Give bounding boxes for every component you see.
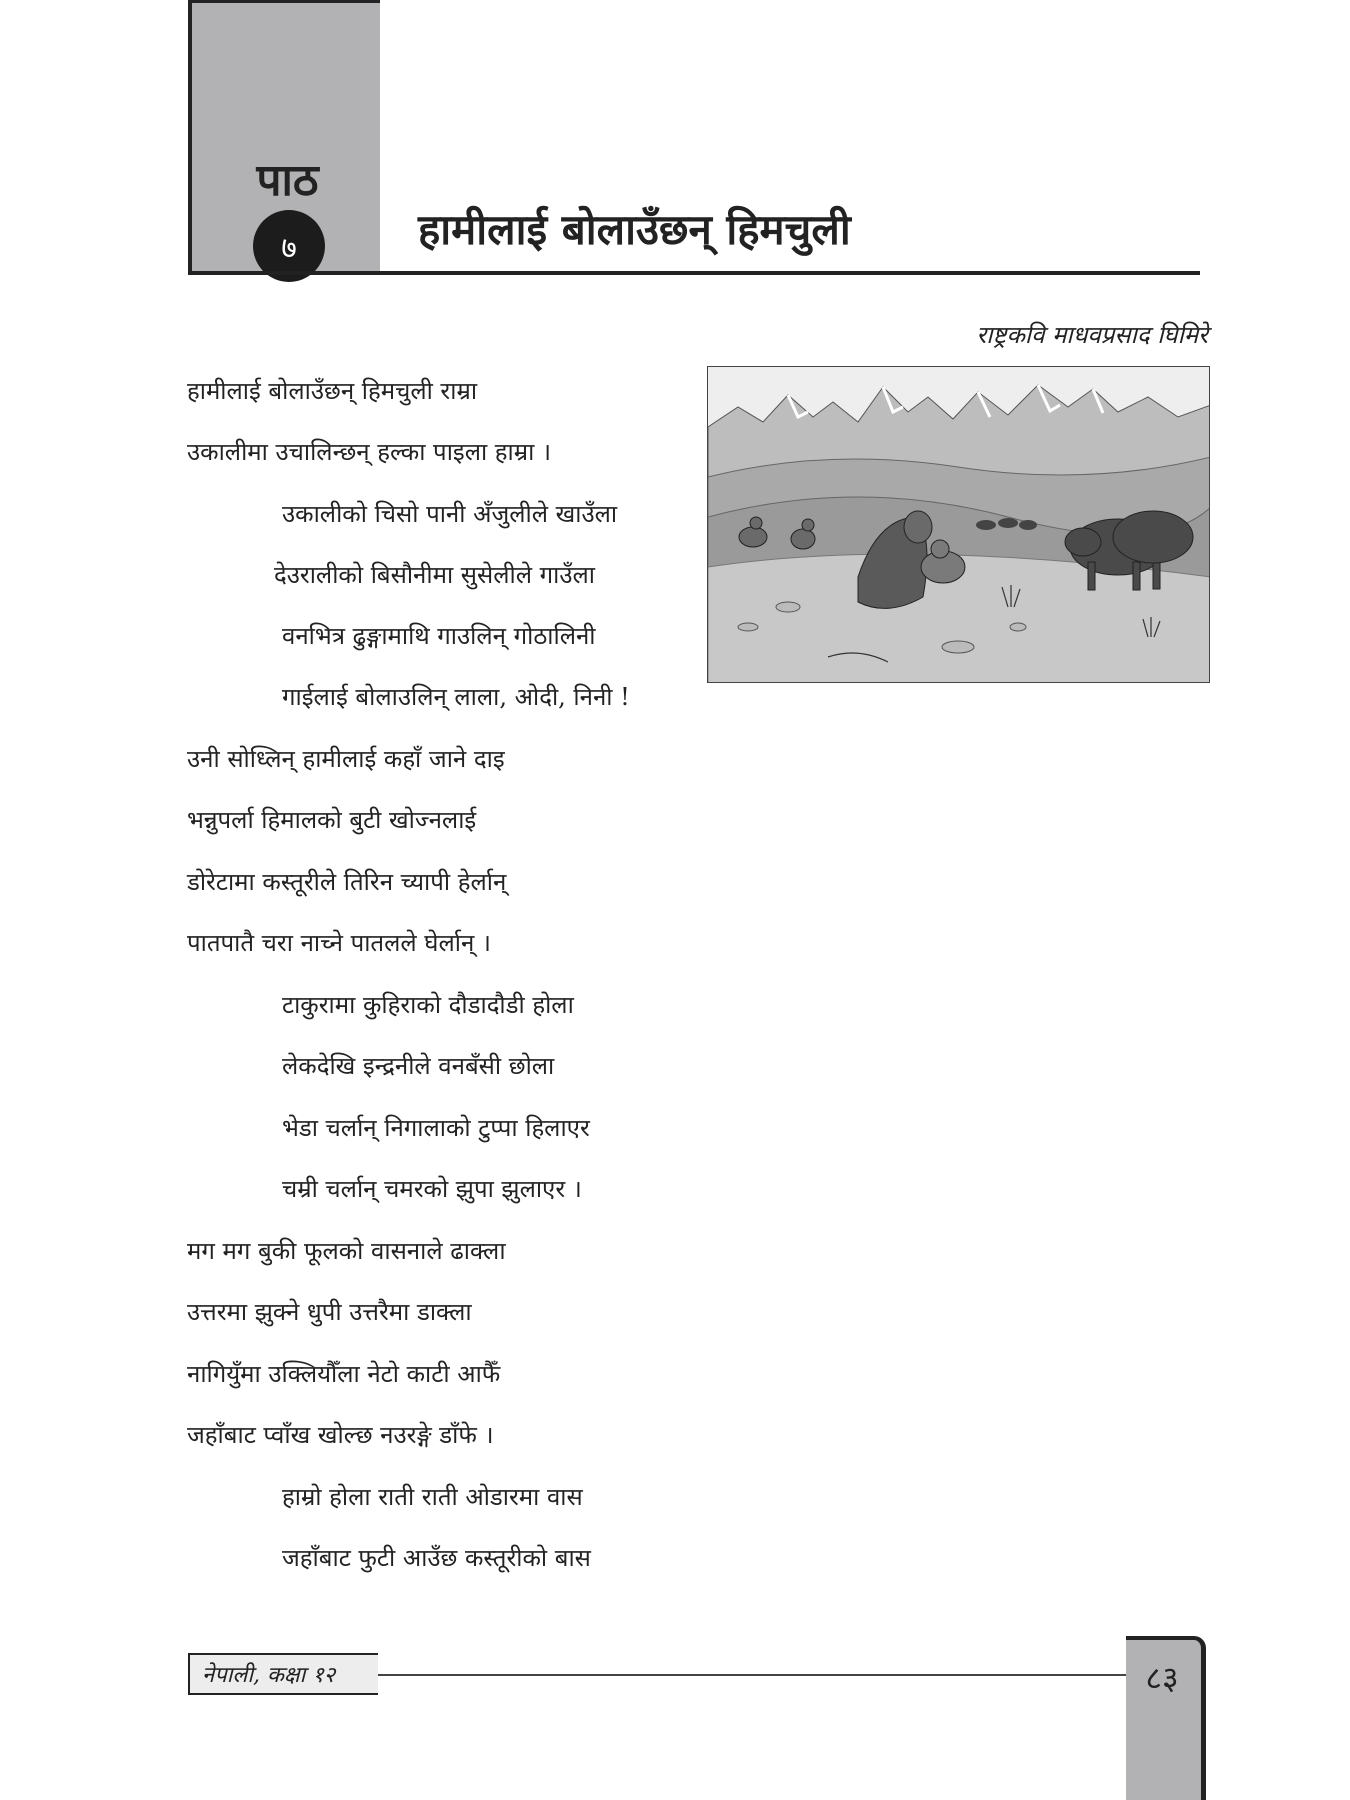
- lesson-title: हामीलाई बोलाउँछन् हिमचुली: [418, 205, 851, 254]
- poem-line: भन्नुपर्ला हिमालको बुटी खोज्नलाई: [187, 806, 477, 834]
- poem-line: मग मग बुकी फूलको वासनाले ढाक्ला: [187, 1237, 506, 1265]
- page-number: ८३: [1145, 1659, 1179, 1697]
- poem-line: जहाँबाट फुटी आउँछ कस्तूरीको बास: [282, 1544, 591, 1572]
- mountain-scene-illustration: [707, 366, 1210, 683]
- poem-line: हामीलाई बोलाउँछन् हिमचुली राम्रा: [187, 377, 478, 405]
- poem-line: हाम्रो होला राती राती ओडारमा वास: [282, 1483, 583, 1511]
- lesson-box-top-border: [188, 0, 380, 3]
- poem-line: जहाँबाट प्वाँख खोल्छ नउरङ्गे डाँफे ।: [187, 1421, 494, 1449]
- footer-book-label-text: नेपाली, कक्षा १२: [202, 1663, 336, 1688]
- poem-line: देउरालीको बिसौनीमा सुसेलीले गाउँला: [274, 561, 595, 589]
- poem-line: वनभित्र ढुङ्गामाथि गाउलिन् गोठालिनी: [282, 622, 596, 650]
- poem-line: चम्री चर्लान् चमरको झुपा झुलाएर ।: [282, 1175, 582, 1203]
- lesson-box-border: [188, 0, 192, 275]
- footer-rule: [378, 1674, 1126, 1676]
- lesson-label: पाठ: [256, 155, 319, 206]
- poem-line: उकालीमा उचालिन्छन् हल्का पाइला हाम्रा ।: [187, 438, 552, 466]
- poem-line: नागियुँमा उक्लियौँला नेटो काटी आफैँ: [187, 1360, 501, 1388]
- poem-line: लेकदेखि इन्द्रनीले वनबँसी छोला: [282, 1052, 555, 1080]
- poem-line: उकालीको चिसो पानी अँजुलीले खाउँला: [282, 500, 618, 528]
- footer-book-label: [188, 1653, 378, 1695]
- author-name: राष्ट्रकवि माधवप्रसाद घिमिरे: [976, 321, 1208, 349]
- lesson-number-badge: ७: [253, 210, 325, 282]
- poem-line: उत्तरमा झुक्ने धुपी उत्तरैमा डाक्ला: [187, 1298, 472, 1326]
- poem-line: पातपातै चरा नाच्ने पातलले घेर्लान् ।: [187, 929, 491, 957]
- poem-line: भेडा चर्लान् निगालाको टुप्पा हिलाएर: [282, 1114, 590, 1142]
- poem-line: टाकुरामा कुहिराको दौडादौडी होला: [282, 991, 574, 1019]
- title-rule: [188, 271, 1200, 275]
- poem-line: डोरेटामा कस्तूरीले तिरिन च्यापी हेर्लान्: [187, 868, 507, 896]
- poem-line: उनी सोध्लिन् हामीलाई कहाँ जाने दाइ: [187, 745, 505, 773]
- illustration-drawing: [708, 367, 1210, 683]
- poem-line: गाईलाई बोलाउलिन् लाला, ओदी, निनी !: [282, 683, 630, 711]
